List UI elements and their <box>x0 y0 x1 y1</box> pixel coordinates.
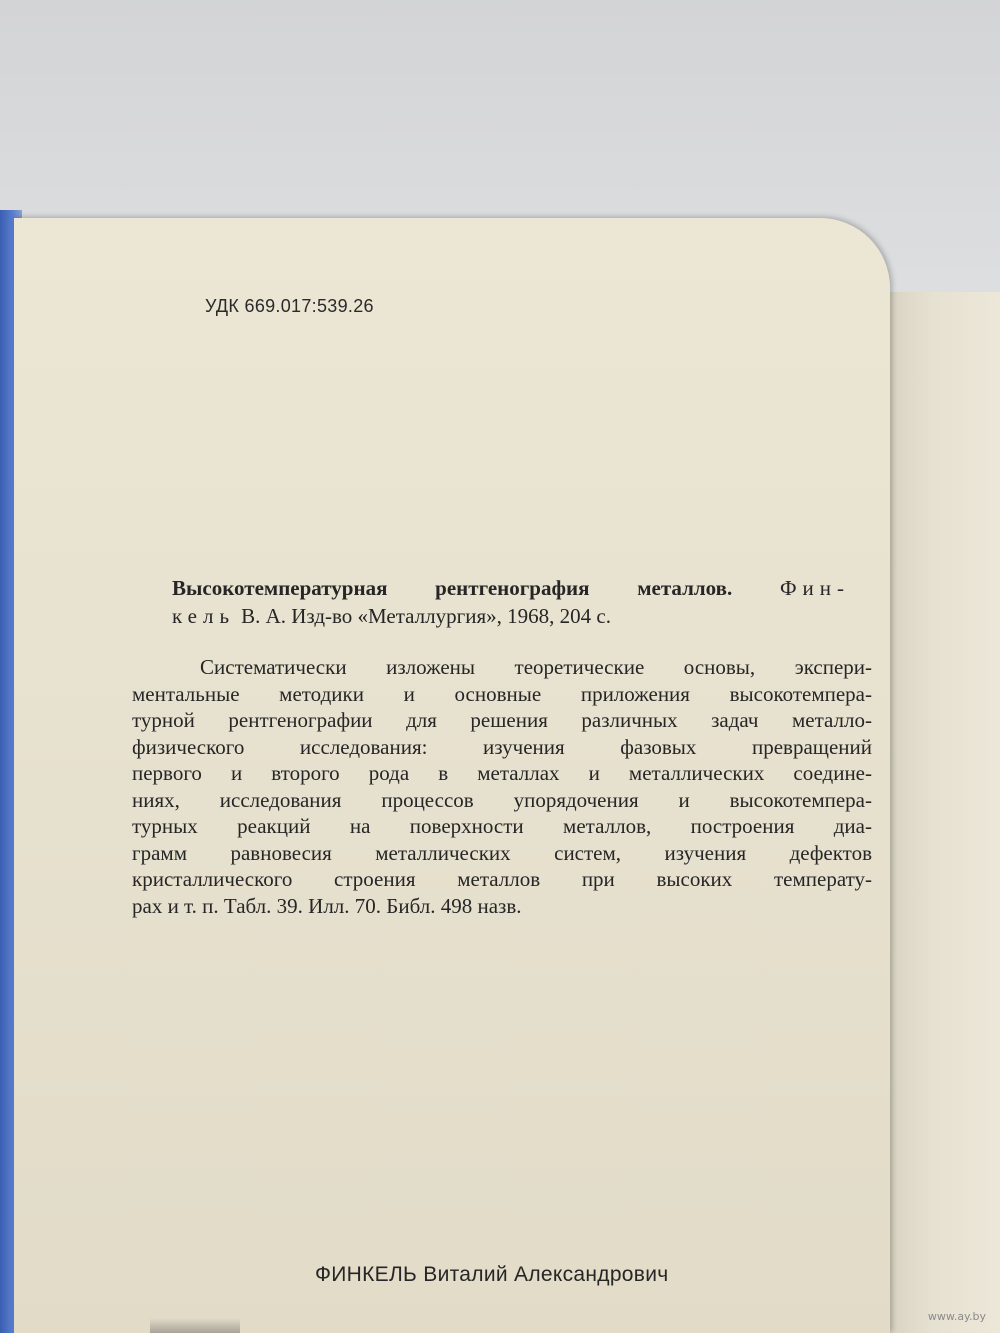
publication-details: В. А. Изд-во «Металлургия», 1968, 204 с. <box>241 604 611 628</box>
author-name-part-2: кель <box>172 604 236 628</box>
abstract-line: турной рентгенографии для решения различных задач металло- <box>132 708 872 732</box>
abstract-line: грамм равновесия металлических систем, изучения дефектов <box>132 840 872 865</box>
book-title: Высокотемпературная рентгенография металлов. <box>172 576 733 600</box>
author-full-name <box>315 1263 669 1287</box>
bibliographic-line-2 <box>172 602 850 630</box>
author-name-part-1: Фин- <box>779 576 851 600</box>
abstract-line: кристаллического строения металлов при высоких температу- <box>132 867 872 891</box>
abstract-line: рах и т. п. Табл. 39. Илл. 70. Библ. 498 назв. <box>132 893 522 918</box>
udk-code: УДК 669.017:539.26 <box>205 296 374 316</box>
abstract-line: турных реакций на поверхности металлов, построения диа- <box>132 814 872 838</box>
abstract-line: Систематически изложены теоретические основы, экспери- <box>200 655 872 679</box>
abstract-line: первого и второго рода в металлах и металлических соедине- <box>132 761 872 785</box>
bibliographic-line-1 <box>172 574 850 602</box>
next-line-bleed <box>150 1318 240 1333</box>
site-watermark: www.ay.by <box>927 1310 986 1323</box>
adjacent-page <box>885 292 1000 1333</box>
abstract-line: физического исследования: изучения фазовых превращений <box>132 734 872 759</box>
abstract-line: ниях, исследования процессов упорядочения и высокотемпера- <box>132 787 872 812</box>
abstract-paragraph <box>132 654 872 919</box>
author-given-names: Виталий Александрович <box>423 1263 669 1286</box>
bibliographic-entry <box>172 574 850 630</box>
author-surname: ФИНКЕЛЬ <box>315 1263 418 1286</box>
abstract-line: ментальные методики и основные приложения высокотемпера- <box>132 681 872 706</box>
